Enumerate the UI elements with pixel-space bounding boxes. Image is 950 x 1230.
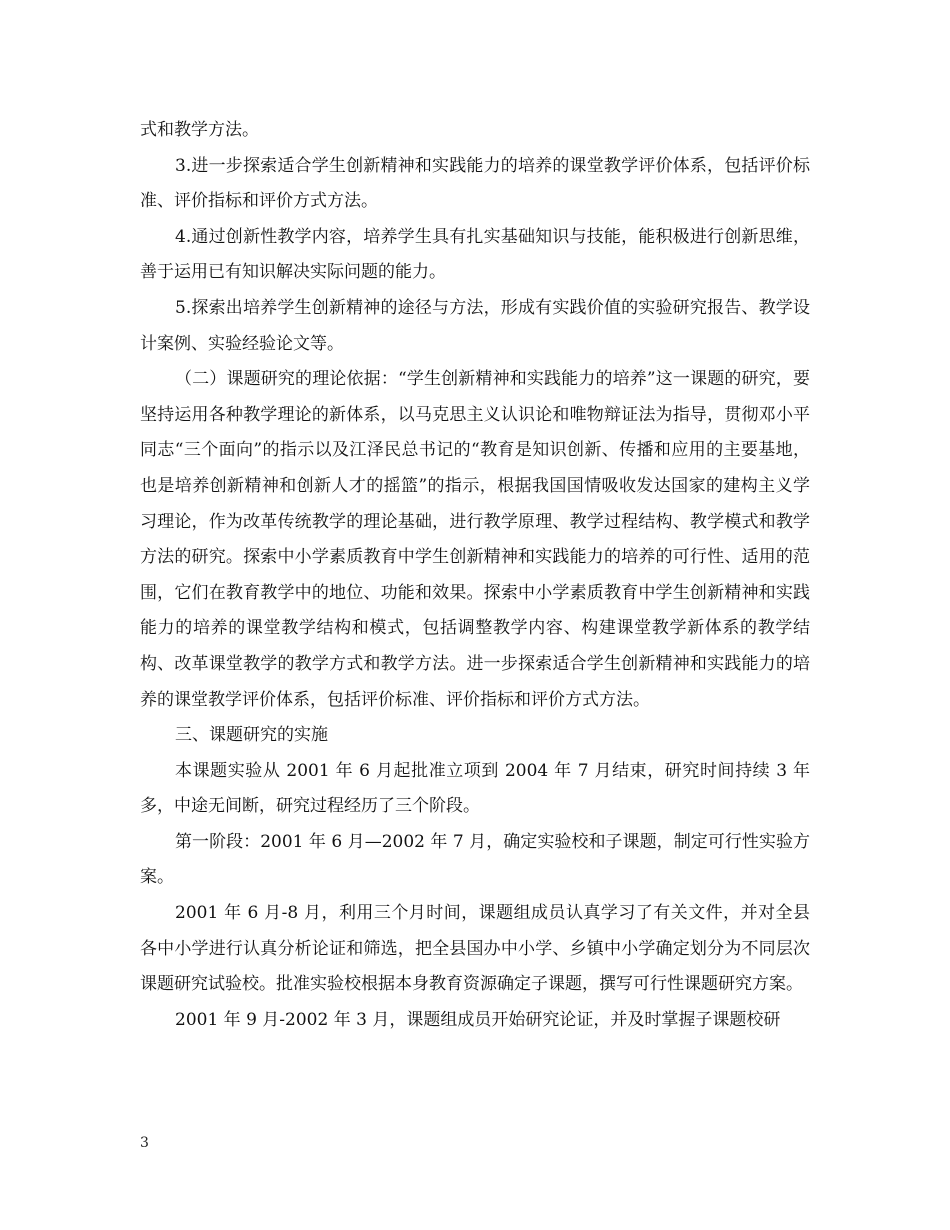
- section-heading-implementation: 三、课题研究的实施: [175, 725, 328, 746]
- paragraph-goal-4: 4.通过创新性教学内容，培养学生具有扎实基础知识与技能，能积极进行创新思维，善于运用已有知识解决实际问题的能力。: [140, 226, 810, 283]
- paragraph-timeline-overview: 本课题实验从 2001 年 6 月起批准立项到 2004 年 7 月结束，研究时间持续 3 年多，中途无间断，研究过程经历了三个阶段。: [140, 760, 810, 817]
- paragraph-goal-3: 3.进一步探索适合学生创新精神和实践能力的培养的课堂教学评价体系，包括评价标准、评价指标和评价方式方法。: [140, 155, 810, 212]
- paragraph-theoretical-basis: （二）课题研究的理论依据：“学生创新精神和实践能力的培养”这一课题的研究，要坚持运用各种教学理论的新体系，以马克思主义认识论和唯物辩证法为指导，贯彻邓小平同志“三个面向”的指示以及江泽民总书记的“教育是知识创新、传播和应用的主要基地，也是培养创新精神和创新人才的摇篮”的指示，根据我国国情吸收发达国家的建构主义学习理论，作为改革传统教学的理论基础，进行教学原理、教学过程结构、教学模式和教学方法的研究。探索中小学素质教育中学生创新精神和实践能力的培养的可行性、适用的范围，它们在教育教学中的地位、功能和效果。探索中小学素质教育中学生创新精神和实践能力的培养的课堂教学结构和模式，包括调整教学内容、构建课堂教学新体系的教学结构、改革课堂教学的教学方式和教学方法。进一步探索适合学生创新精神和实践能力的培养的课堂教学评价体系，包括评价标准、评价指标和评价方式方法。: [140, 369, 810, 710]
- paragraph-stage-one-research: 2001 年 9 月-2002 年 3 月，课题组成员开始研究论证，并及时掌握子课题校研: [175, 1009, 781, 1030]
- paragraph-stage-one: 第一阶段：2001 年 6 月—2002 年 7 月，确定实验校和子课题，制定可行性实验方案。: [140, 831, 810, 888]
- page-number: 3: [140, 1135, 149, 1151]
- document-body: [140, 113, 810, 1038]
- paragraph-goal-5: 5.探索出培养学生创新精神的途径与方法，形成有实践价值的实验研究报告、教学设计案例、实验经验论文等。: [140, 297, 810, 354]
- paragraph-continuation: 式和教学方法。: [140, 120, 259, 140]
- paragraph-stage-one-detail: 2001 年 6 月-8 月，利用三个月时间，课题组成员认真学习了有关文件，并对全县各中小学进行认真分析论证和筛选，把全县国办中小学、乡镇中小学确定划分为不同层次课题研究试验校。批准实验校根据本身教育资源确定子课题，撰写可行性课题研究方案。: [140, 903, 810, 995]
